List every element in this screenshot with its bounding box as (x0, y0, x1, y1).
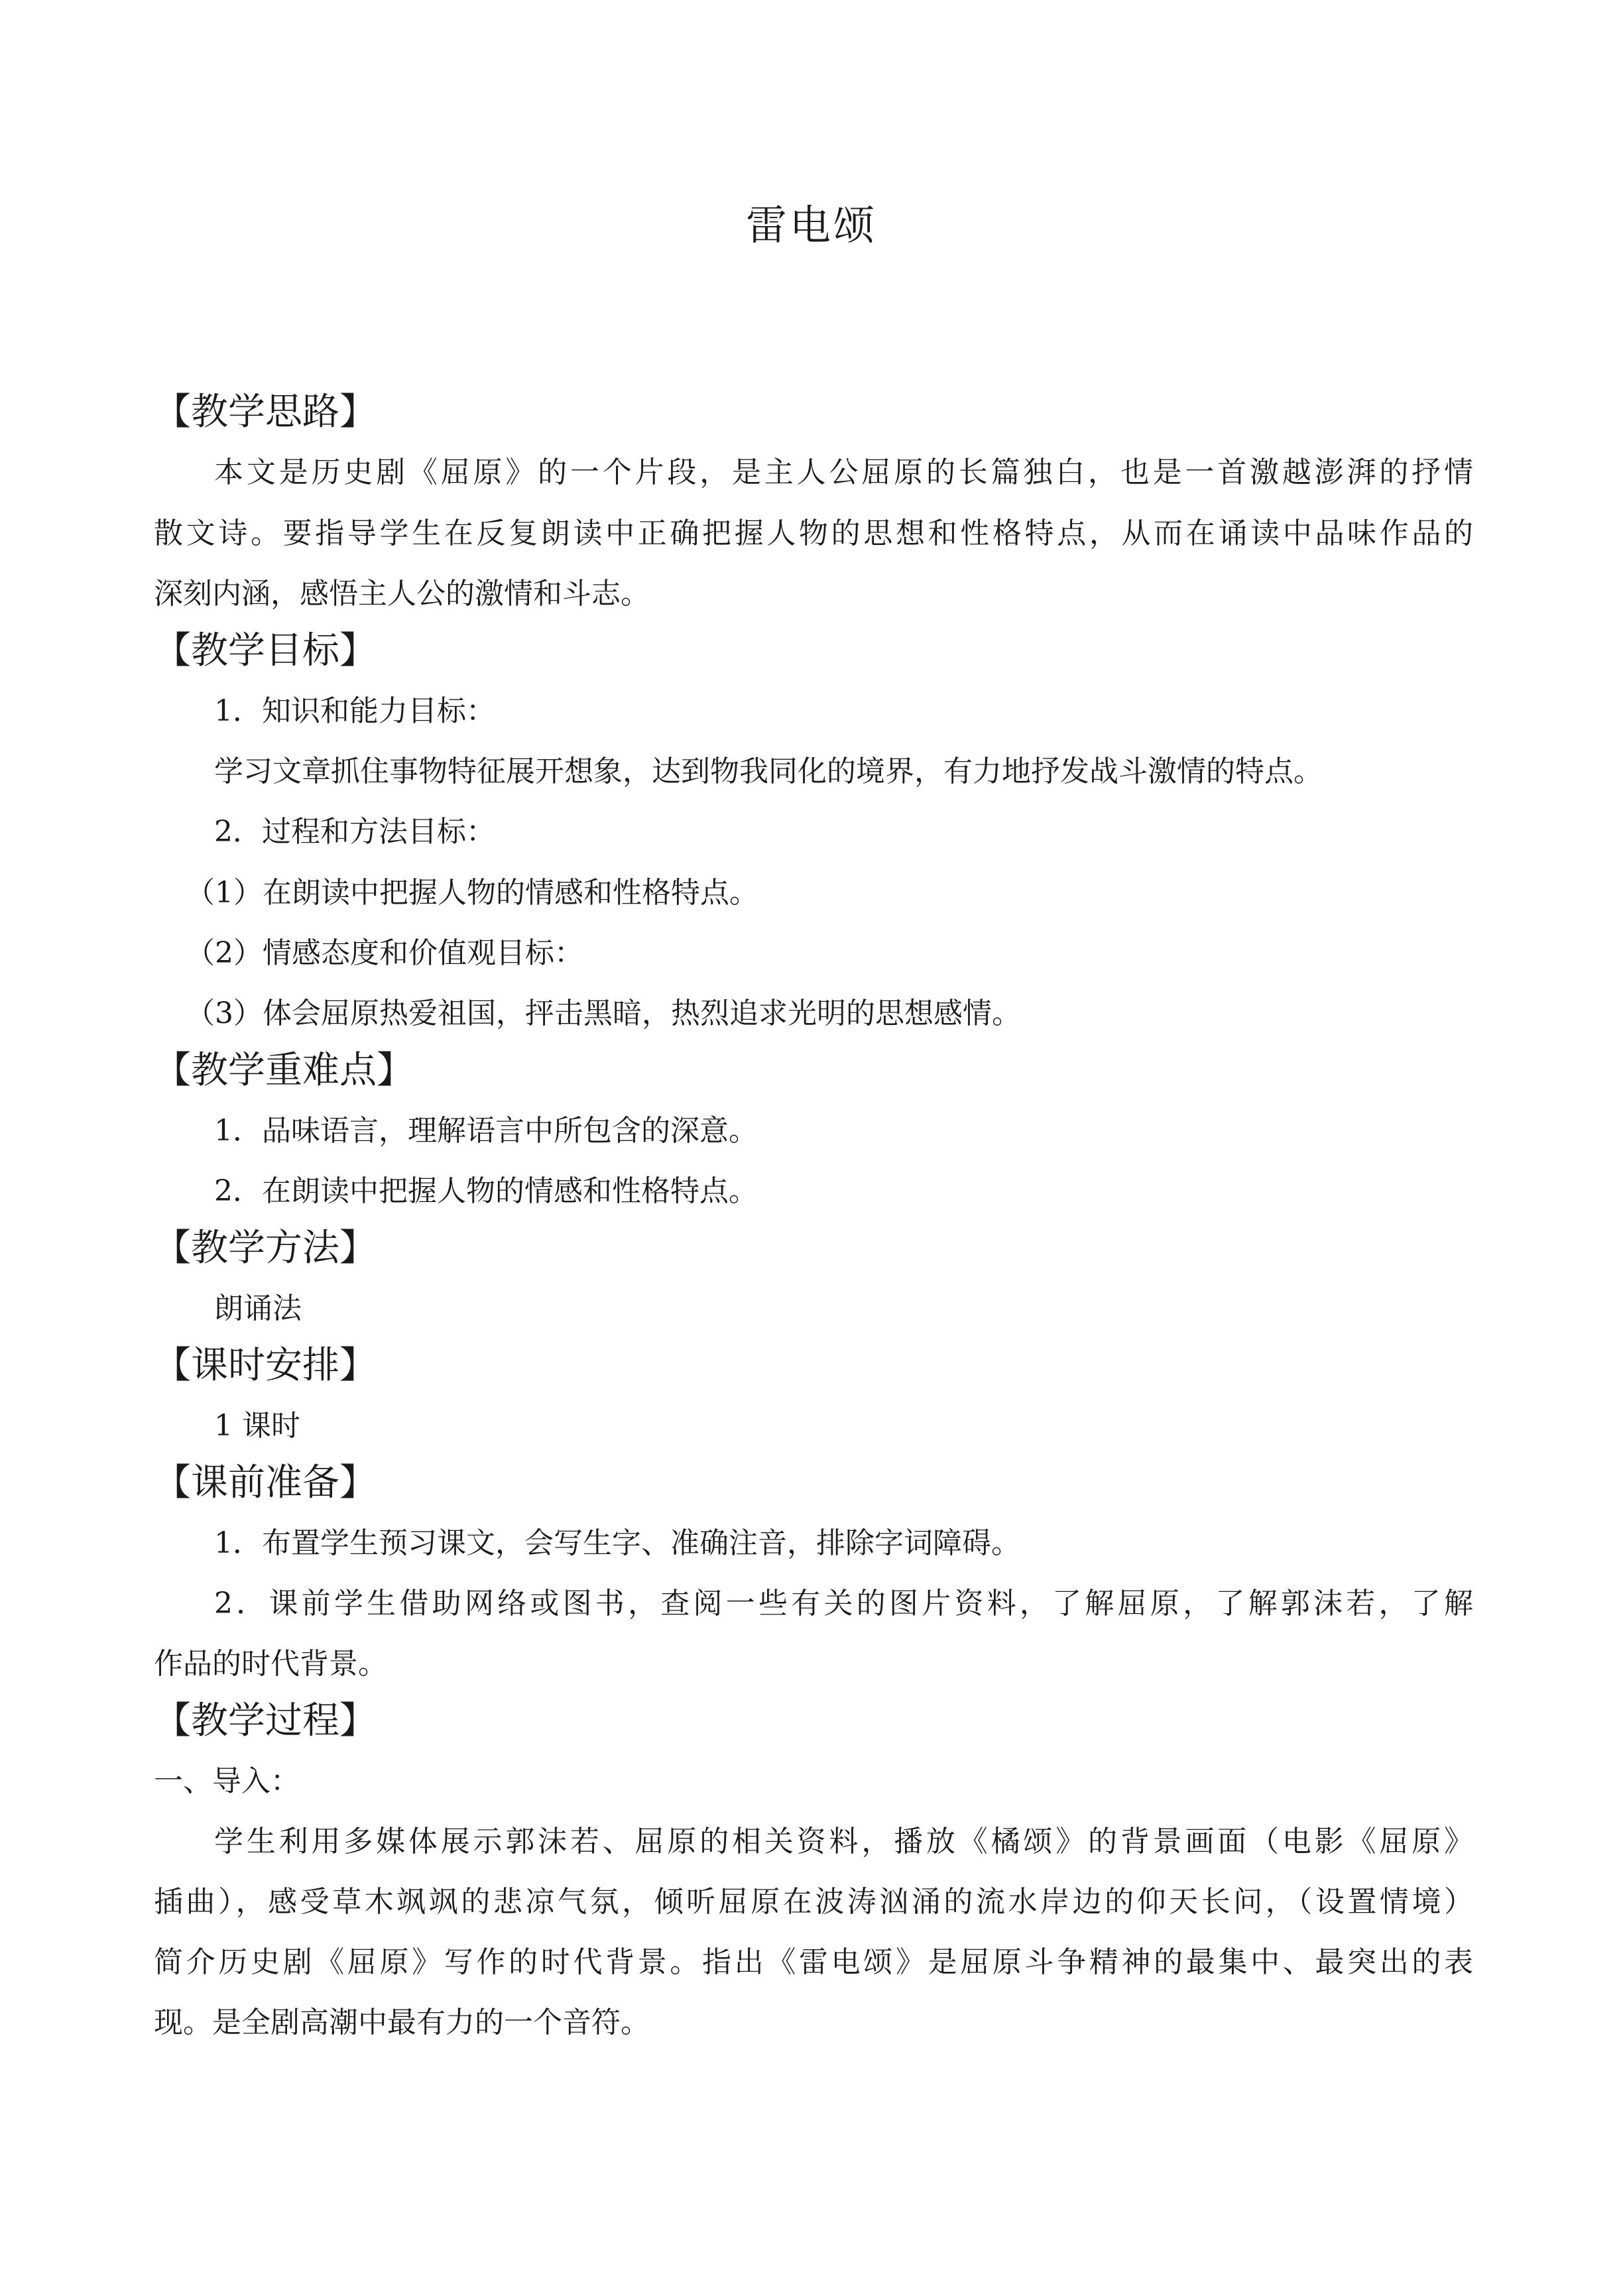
list-item: 2．课前学生借助网络或图书，查阅一些有关的图片资料，了解屈原，了解郭沫若，了解 (214, 1587, 1473, 1620)
paragraph-line: 朗诵法 (214, 1292, 302, 1325)
paragraph-line: 本文是历史剧《屈原》的一个片段，是主人公屈原的长篇独白，也是一首激越澎湃的抒情 (214, 455, 1473, 489)
section-heading-teaching-method: 【教学方法】 (154, 1227, 377, 1270)
list-item: （2）情感态度和价值观目标： (186, 936, 583, 970)
list-item: 1．知识和能力目标： (214, 694, 495, 728)
section-heading-teaching-process: 【教学过程】 (154, 1699, 377, 1742)
document-title: 雷电颂 (745, 201, 877, 249)
list-item: （1）在朗读中把握人物的情感和性格特点。 (186, 876, 758, 910)
paragraph-line: 插曲），感受草木飒飒的悲凉气氛，倾听屈原在波涛汹涌的流水岸边的仰天长问，（设置情境） (154, 1885, 1473, 1919)
list-item: （3）体会屈原热爱祖国，抨击黑暗，热烈追求光明的思想感情。 (186, 997, 1021, 1030)
paragraph-line: 现。是全剧高潮中最有力的一个音符。 (154, 2006, 650, 2039)
list-item: 2．过程和方法目标： (214, 815, 495, 849)
paragraph-line: 作品的时代背景。 (154, 1647, 387, 1681)
section-heading-teaching-goals: 【教学目标】 (154, 629, 377, 672)
section-heading-preparation: 【课前准备】 (154, 1461, 377, 1504)
section-heading-teaching-idea: 【教学思路】 (154, 391, 377, 434)
section-heading-key-points: 【教学重难点】 (154, 1049, 414, 1092)
list-item: 1．布置学生预习课文，会写生字、准确注音，排除字词障碍。 (214, 1526, 1020, 1560)
paragraph-line: 学生利用多媒体展示郭沫若、屈原的相关资料，播放《橘颂》的背景画面（电影《屈原》 (214, 1825, 1473, 1858)
paragraph-line: 1 课时 (214, 1409, 300, 1443)
paragraph-line: 散文诗。要指导学生在反复朗读中正确把握人物的思想和性格特点，从而在诵读中品味作品的 (154, 516, 1473, 550)
list-item: 2．在朗读中把握人物的情感和性格特点。 (214, 1174, 758, 1208)
subsection-heading: 一、导入： (154, 1764, 300, 1798)
list-item: 1．品味语言，理解语言中所包含的深意。 (214, 1114, 758, 1148)
paragraph-line: 学习文章抓住事物特征展开想象，达到物我同化的境界，有力地抒发战斗激情的特点。 (214, 755, 1323, 788)
paragraph-line: 深刻内涵，感悟主人公的激情和斗志。 (154, 577, 650, 611)
paragraph-line: 简介历史剧《屈原》写作的时代背景。指出《雷电颂》是屈原斗争精神的最集中、最突出的表 (154, 1945, 1473, 1979)
section-heading-schedule: 【课时安排】 (154, 1344, 377, 1387)
